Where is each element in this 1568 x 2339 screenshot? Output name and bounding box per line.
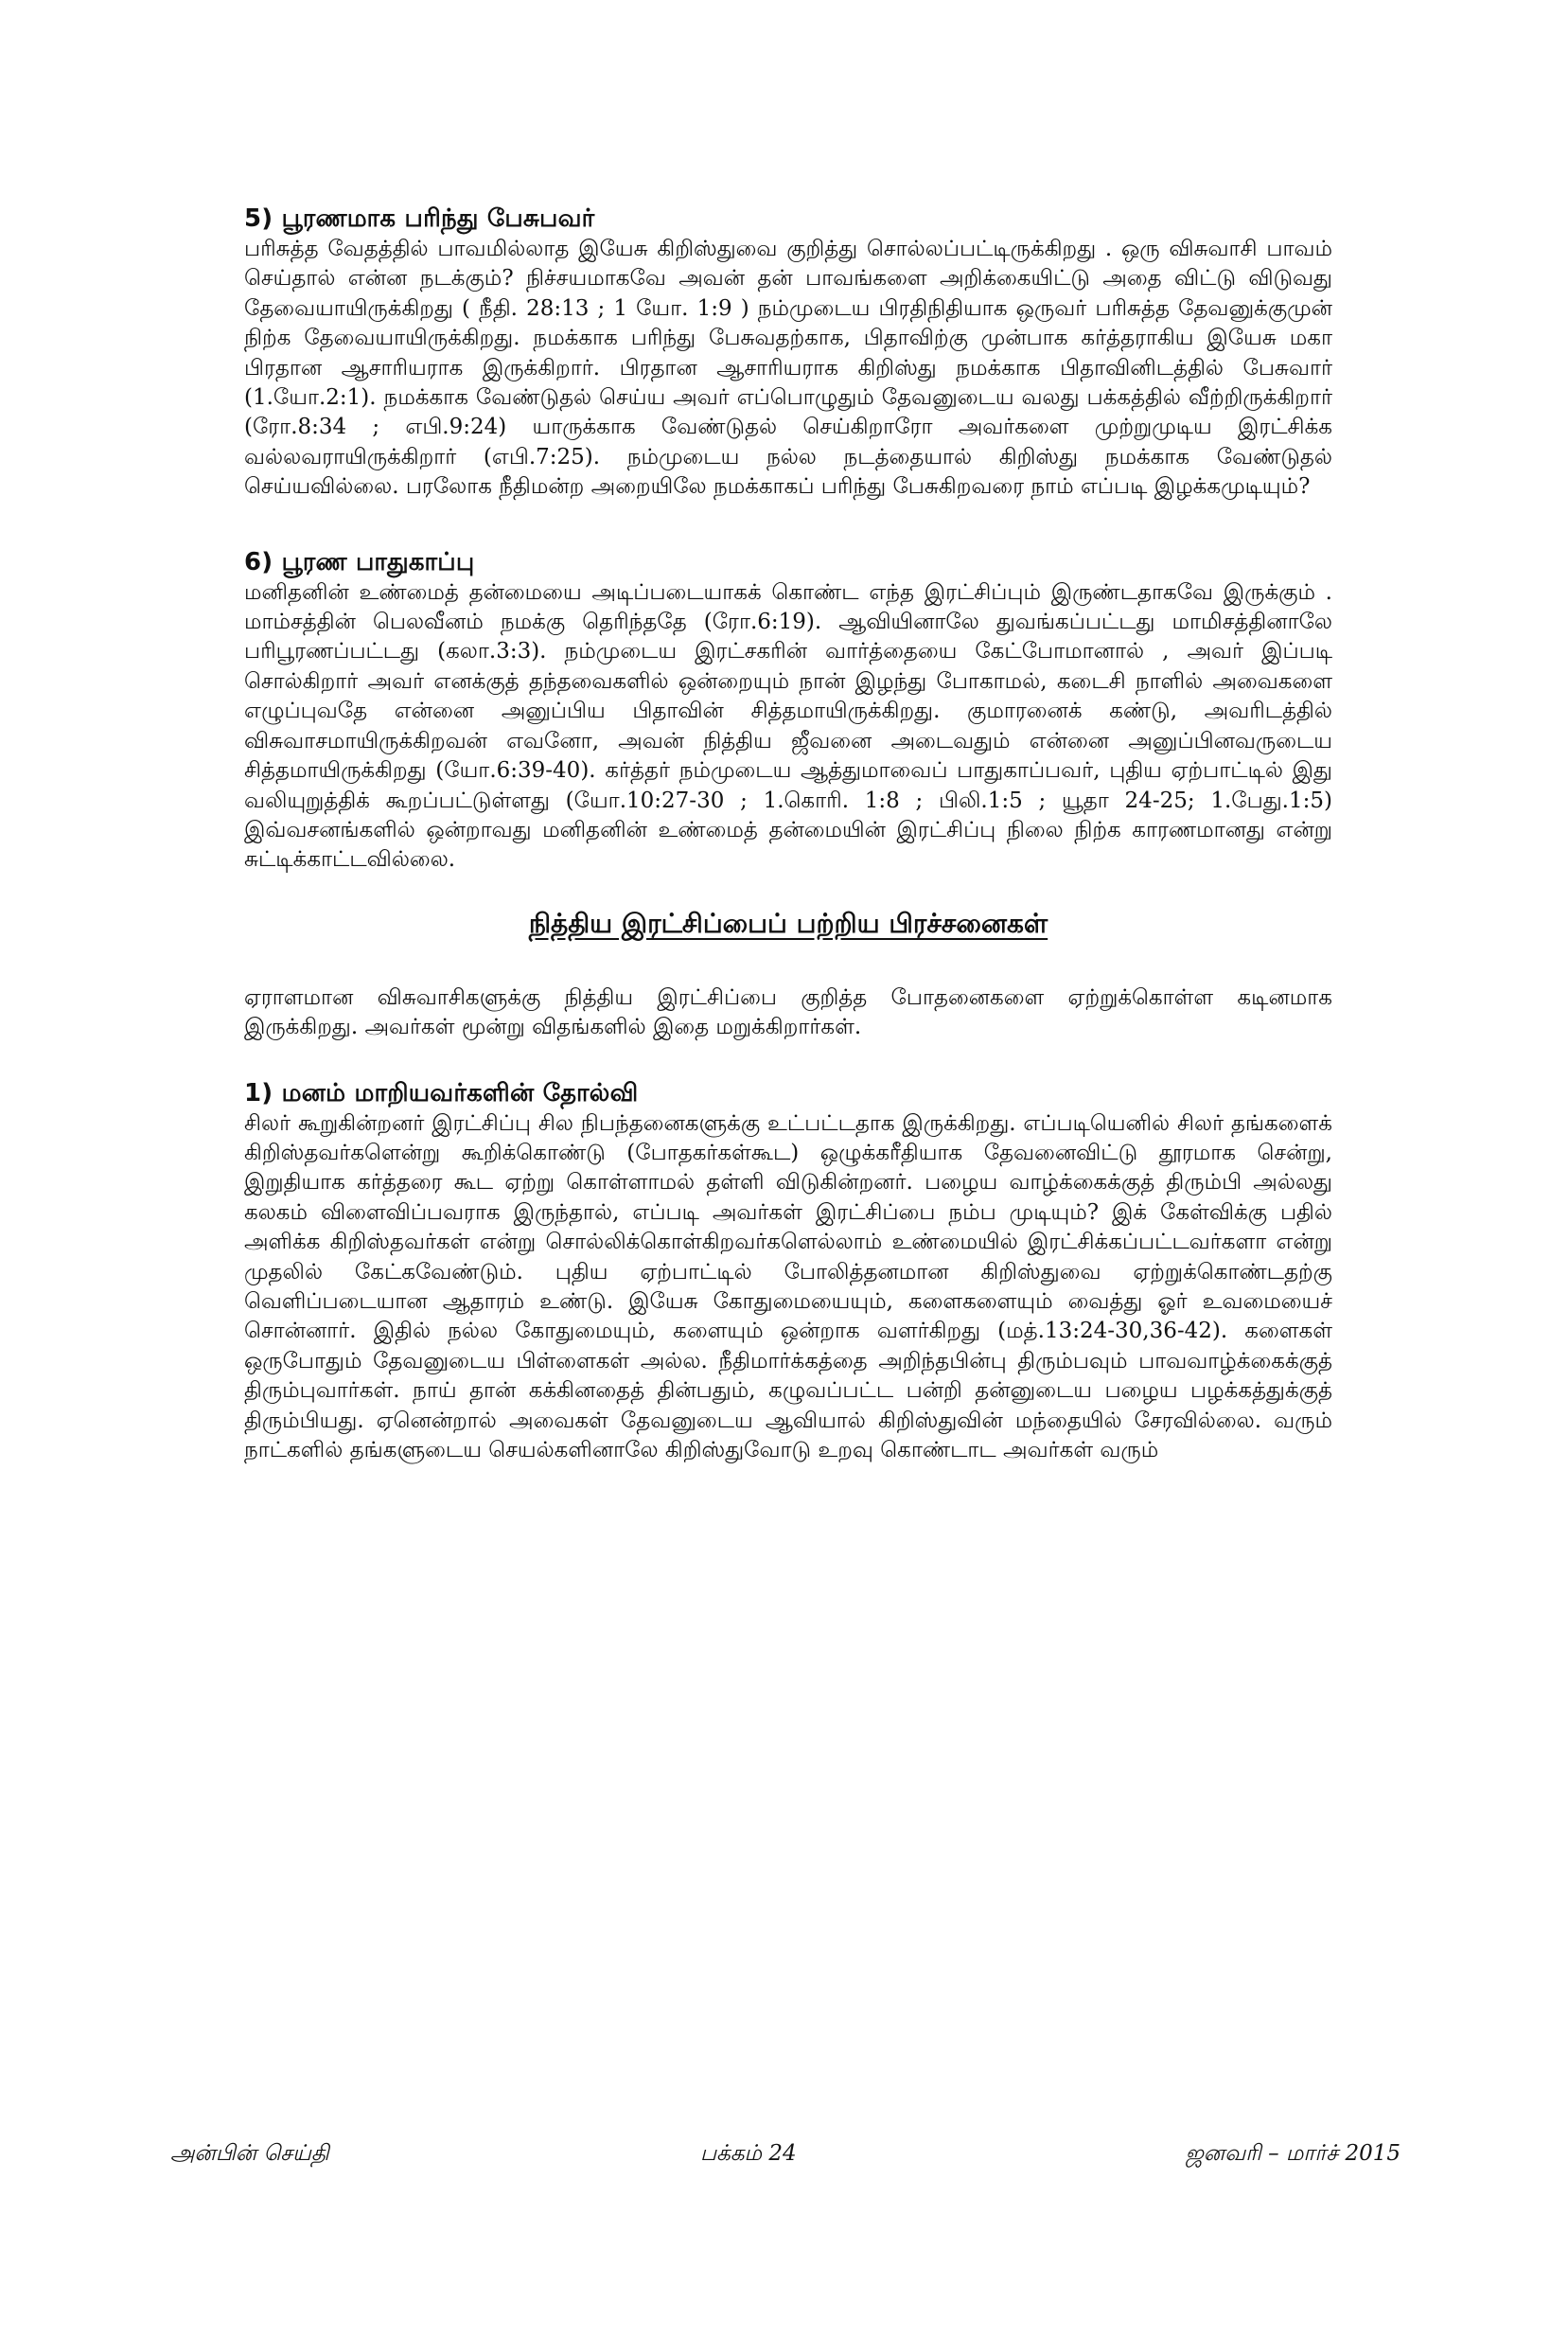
spacer	[244, 1043, 1332, 1077]
footer-page-number: பக்கம் 24	[700, 2141, 797, 2166]
section-heading-6: 6) பூரண பாதுகாப்பு	[244, 547, 475, 576]
section-paragraph-6: மனிதனின் உண்மைத் தன்மையை அடிப்படையாகக் கொண்ட எந்த இரட்சிப்பும் இருண்டதாகவே இருக்கும் . மாம்சத்தின் பெலவீனம் நமக்கு தெரிந்ததே (ரோ.6:19). ஆவியினாலே துவங்கப்பட்டது மாமிசத்தினாலே பரிபூரணப்பட்டது (கலா.3:3). நம்முடைய இரட்சகரின் வார்த்தையை கேட்போமானால் , அவர் இப்படி சொல்கிறார் அவர் எனக்குத் தந்தவைகளில் ஒன்றையும் நான் இழந்து போகாமல், கடைசி நாளில் அவைகளை எழுப்புவதே என்னை அனுப்பிய பிதாவின் சித்தமாயிருக்கிறது. குமாரனைக் கண்டு, அவரிடத்தில் விசுவாசமாயிருக்கிறவன் எவனோ, அவன் நித்திய ஜீவனை அடைவதும் என்னை அனுப்பினவருடைய சித்தமாயிருக்கிறது (யோ.6:39-40). கர்த்தர் நம்முடைய ஆத்துமாவைப் பாதுகாப்பவர், புதிய ஏற்பாட்டில் இது வலியுறுத்திக் கூறப்பட்டுள்ளது (யோ.10:27-30 ; 1.கொரி. 1:8 ; பிலி.1:5 ; யூதா 24-25; 1.பேது.1:5) இவ்வசனங்களில் ஒன்றாவது மனிதனின் உண்மைத் தன்மையின் இரட்சிப்பு நிலை நிற்க காரணமானது என்று சுட்டிக்காட்டவில்லை.	[244, 579, 1332, 873]
section-heading-5: 5) பூரணமாக பரிந்து பேசுபவர்	[244, 204, 595, 233]
spacer	[244, 876, 1332, 906]
page-content	[244, 203, 1332, 1465]
footer-publication: அன்பின் செய்தி	[170, 2141, 329, 2166]
subsection-heading-1: 1) மனம் மாறியவர்களின் தோல்வி	[244, 1078, 639, 1107]
spacer	[244, 942, 1332, 983]
intro-paragraph: ஏராளமான விசுவாசிகளுக்கு நித்திய இரட்சிப்பை குறித்த போதனைகளை ஏற்றுக்கொள்ள கடினமாக இருக்கிறது. அவர்கள் மூன்று விதங்களில் இதை மறுக்கிறார்கள்.	[244, 984, 1332, 1040]
page-footer	[170, 2141, 1401, 2175]
footer-date: ஜனவரி – மார்ச் 2015	[1185, 2141, 1401, 2166]
subsection-paragraph-1: சிலர் கூறுகின்றனர் இரட்சிப்பு சில நிபந்தனைகளுக்கு உட்பட்டதாக இருக்கிறது. எப்படியெனில் சிலர் தங்களைக் கிறிஸ்தவர்களென்று கூறிக்கொண்டு (போதகர்கள்கூட) ஒழுக்கரீதியாக தேவனைவிட்டு தூரமாக சென்று, இறுதியாக கர்த்தரை கூட ஏற்று கொள்ளாமல் தள்ளி விடுகின்றனர். பழைய வாழ்க்கைக்குத் திரும்பி அல்லது கலகம் விளைவிப்பவராக இருந்தால், எப்படி அவர்கள் இரட்சிப்பை நம்ப முடியும்? இக் கேள்விக்கு பதில் அளிக்க கிறிஸ்தவர்கள் என்று சொல்லிக்கொள்கிறவர்களெல்லாம் உண்மையில் இரட்சிக்கப்பட்டவர்களா என்று முதலில் கேட்கவேண்டும். புதிய ஏற்பாட்டில் போலித்தனமான கிறிஸ்துவை ஏற்றுக்கொண்டதற்கு வெளிப்படையான ஆதாரம் உண்டு. இயேசு கோதுமையையும், களைகளையும் வைத்து ஓர் உவமையைச் சொன்னார். இதில் நல்ல கோதுமையும், களையும் ஒன்றாக வளர்கிறது (மத்.13:24-30,36-42). களைகள் ஒருபோதும் தேவனுடைய பிள்ளைகள் அல்ல. நீதிமார்க்கத்தை அறிந்தபின்பு திரும்பவும் பாவவாழ்க்கைக்குத் திரும்புவார்கள். நாய் தான் கக்கினதைத் தின்பதும், கழுவப்பட்ட பன்றி தன்னுடைய பழைய பழக்கத்துக்குத் திரும்பியது. ஏனென்றால் அவைகள் தேவனுடைய ஆவியால் கிறிஸ்துவின் மந்தையில் சேரவில்லை. வரும் நாட்களில் தங்களுடைய செயல்களினாலே கிறிஸ்துவோடு உறவு கொண்டாட அவர்கள் வரும்	[244, 1110, 1333, 1462]
chapter-title: நித்திய இரட்சிப்பைப் பற்றிய பிரச்சனைகள்	[528, 907, 1048, 939]
spacer	[244, 503, 1332, 546]
section-paragraph-5: பரிசுத்த வேதத்தில் பாவமில்லாத இயேசு கிறிஸ்துவை குறித்து சொல்லப்பட்டிருக்கிறது . ஒரு விசுவாசி பாவம் செய்தால் என்ன நடக்கும்? நிச்சயமாகவே அவன் தன் பாவங்களை அறிக்கையிட்டு அதை விட்டு விடுவது தேவையாயிருக்கிறது ( நீதி. 28:13 ; 1 யோ. 1:9 ) நம்முடைய பிரதிநிதியாக ஒருவர் பரிசுத்த தேவனுக்குமுன் நிற்க தேவையாயிருக்கிறது. நமக்காக பரிந்து பேசுவதற்காக, பிதாவிற்கு முன்பாக கர்த்தராகிய இயேசு மகா பிரதான ஆசாரியராக இருக்கிறார். பிரதான ஆசாரியராக கிறிஸ்து நமக்காக பிதாவினிடத்தில் பேசுவார் (1.யோ.2:1). நமக்காக வேண்டுதல் செய்ய அவர் எப்பொழுதும் தேவனுடைய வலது பக்கத்தில் வீற்றிருக்கிறார் (ரோ.8:34 ; எபி.9:24) யாருக்காக வேண்டுதல் செய்கிறாரோ அவர்களை முற்றுமுடிய இரட்சிக்க வல்லவராயிருக்கிறார் (எபி.7:25). நம்முடைய நல்ல நடத்தையால் கிறிஸ்து நமக்காக வேண்டுதல் செய்யவில்லை. பரலோக நீதிமன்ற அறையிலே நமக்காகப் பரிந்து பேசுகிறவரை நாம் எப்படி இழக்கமுடியும்?	[244, 237, 1332, 500]
